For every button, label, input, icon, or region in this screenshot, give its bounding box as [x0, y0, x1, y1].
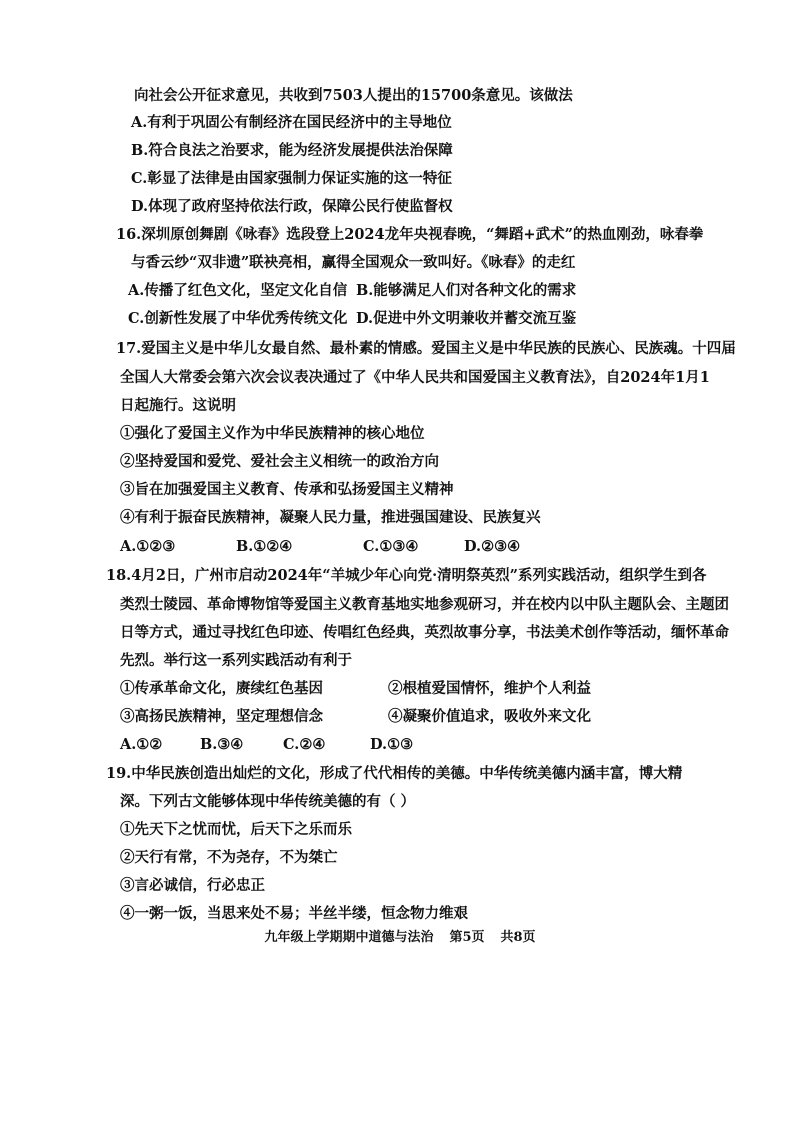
footer-total-pages: 共8页 [500, 930, 536, 945]
q17-stem-line-1: 17.爱国主义是中华儿女最自然、最朴素的情感。爱国主义是中华民族的民族心、民族魂。十四届 [116, 340, 736, 357]
q18-option-d: D.①③ [370, 736, 414, 753]
q17-option-c: C.①③④ [363, 538, 419, 555]
q18-option-c: C.②④ [283, 736, 326, 753]
q18-option-b: B.③④ [200, 736, 244, 753]
q18-stem-line-4: 先烈。举行这一系列实践活动有利于 [120, 652, 352, 669]
q17-item-2: ②坚持爱国和爱党、爱社会主义相统一的政治方向 [120, 453, 439, 470]
q16-option-d: D.促进中外文明兼收并蓄交流互鉴 [356, 310, 577, 327]
q18-item-2: ②根植爱国情怀，维护个人利益 [388, 680, 591, 697]
q19-item-4: ④一粥一饭，当思来处不易；半丝半缕，恒念物力维艰 [120, 905, 468, 922]
q19-item-2: ②天行有常，不为尧存，不为桀亡 [120, 849, 338, 866]
q16-option-b: B.能够满足人们对各种文化的需求 [356, 282, 577, 299]
q17-stem-line-2: 全国人大常委会第六次会议表决通过了《中华人民共和国爱国主义教育法》，自2024年1月1 [120, 369, 710, 386]
q17-option-a: A.①②③ [120, 538, 176, 555]
q15-option-c: C.彰显了法律是由国家强制力保证实施的这一特征 [131, 170, 452, 187]
q16-option-a: A.传播了红色文化，坚定文化自信 [128, 282, 348, 299]
footer-page-number: 第5页 [449, 930, 485, 945]
q19-stem-line-1: 19.中华民族创造出灿烂的文化，形成了代代相传的美德。中华传统美德内涵丰富，博大精 [106, 765, 683, 782]
q18-item-3: ③高扬民族精神，坚定理想信念 [120, 708, 323, 725]
q19-item-3: ③言必诚信，行必忠正 [120, 877, 265, 894]
q19-item-1: ①先天下之忧而忧，后天下之乐而乐 [120, 821, 352, 838]
q17-item-1: ①强化了爱国主义作为中华民族精神的核心地位 [120, 425, 425, 442]
q16-stem-line-2: 与香云纱“双非遗”联袂亮相，赢得全国观众一致叫好。《咏春》的走红 [131, 254, 576, 271]
q15-option-b: B.符合良法之治要求，能为经济发展提供法治保障 [131, 142, 453, 159]
q16-stem-line-1: 16.深圳原创舞剧《咏春》选段登上2024龙年央视春晚，“舞蹈+武术”的热血刚劲，咏春拳 [116, 226, 704, 243]
q18-option-a: A.①② [120, 736, 163, 753]
footer-title: 九年级上学期期中道德与法治 [264, 930, 434, 945]
q17-item-4: ④有利于振奋民族精神，凝聚人民力量，推进强国建设、民族复兴 [120, 509, 541, 526]
q18-stem-line-3: 日等方式，通过寻找红色印迹、传唱红色经典，英烈故事分享，书法美术创作等活动，缅怀革命 [120, 624, 729, 641]
q15-option-d: D.体现了政府坚持依法行政，保障公民行使监督权 [131, 198, 453, 215]
page-footer [0, 926, 800, 945]
q17-option-b: B.①②④ [236, 538, 293, 555]
q18-item-1: ①传承革命文化，赓续红色基因 [120, 680, 323, 697]
q17-stem-line-3: 日起施行。这说明 [120, 397, 236, 414]
q16-option-c: C.创新性发展了中华优秀传统文化 [128, 310, 348, 327]
q18-stem-line-1: 18.4月2日，广州市启动2024年“羊城少年心向党·清明祭英烈”系列实践活动，组织学生到各 [106, 567, 707, 584]
q18-item-4: ④凝聚价值追求，吸收外来文化 [388, 708, 591, 725]
q18-stem-line-2: 类烈士陵园、革命博物馆等爱国主义教育基地实地参观研习，并在校内以中队主题队会、主题团 [120, 596, 729, 613]
q15-stem-continuation: 向社会公开征求意见，共收到7503人提出的15700条意见。该做法 [134, 87, 573, 104]
q19-stem-line-2: 深。下列古文能够体现中华传统美德的有（ ） [120, 793, 416, 810]
q17-option-d: D.②③④ [464, 538, 521, 555]
q15-option-a: A.有利于巩固公有制经济在国民经济中的主导地位 [131, 114, 452, 131]
q17-item-3: ③旨在加强爱国主义教育、传承和弘扬爱国主义精神 [120, 481, 454, 498]
